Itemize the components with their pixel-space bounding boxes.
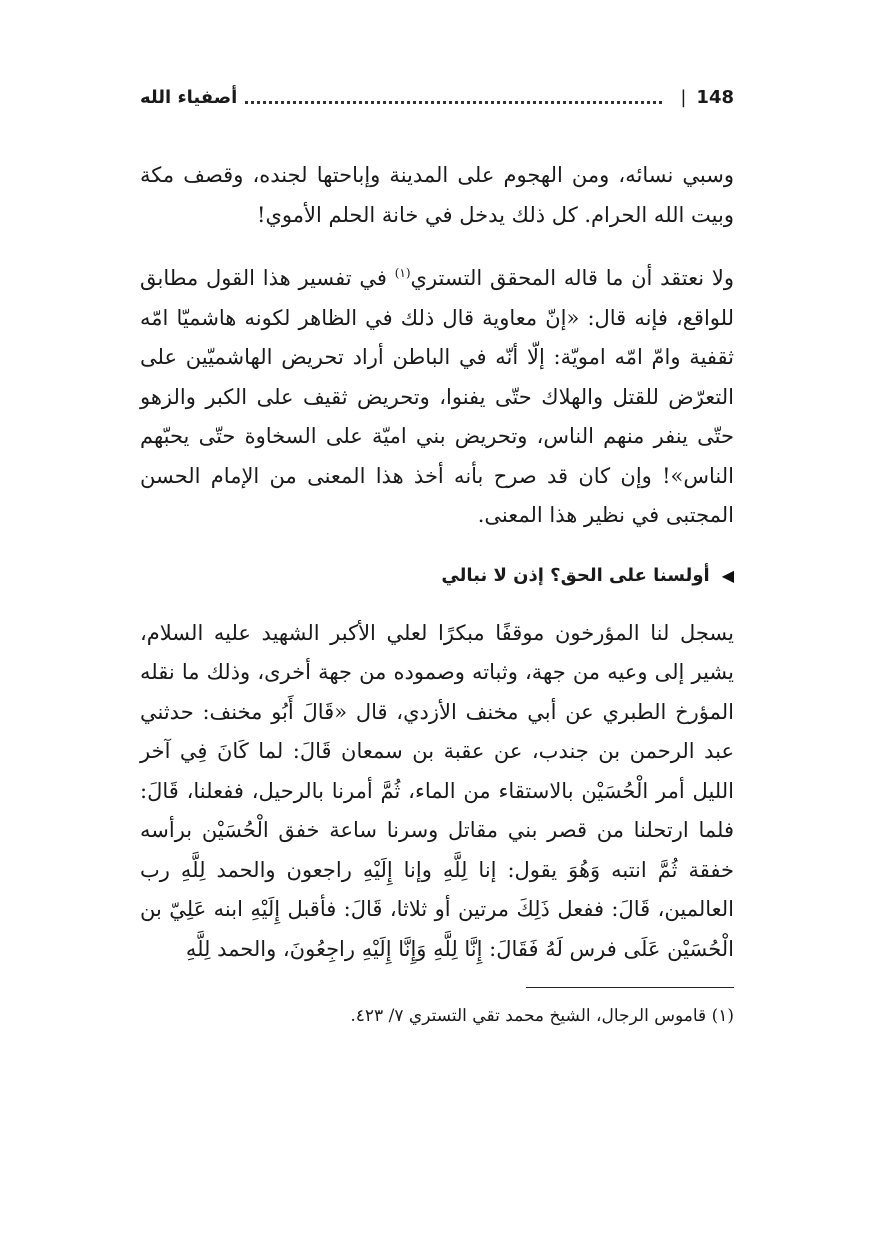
paragraph-2-rest: في تفسير هذا القول مطابق للواقع، فإنه قال: «إنّ معاوية قال ذلك في الظاهر لكونه هاشميّا امّه ثقفية وامّ امّه امويّة: إلّا أنّه في الباطن أراد تحريض الهاشميّين على التعرّض للقتل والهلاك حتّى يفنوا، وتحريض ثقيف على الكبر والزهو حتّى ينفر منهم الناس، وتحريض بني اميّة على السخاوة حتّى يحبّهم الناس»! وإن كان قد صرح بأنه أخذ هذا المعنى من الإمام الحسن المجتبى في نظير هذا المعنى. (140, 266, 734, 527)
footnote-divider (526, 987, 734, 988)
paragraph-3: يسجل لنا المؤرخون موقفًا مبكرًا لعلي الأكبر الشهيد عليه السلام، يشير إلى وعيه من جهة، وثباته وصموده من جهة أخرى، وذلك ما نقله المؤرخ الطبري عن أبي مخنف الأزدي، قال «قَالَ أَبُو مخنف: حدثني عبد الرحمن بن جندب، عن عقبة بن سمعان قَالَ: لما كَانَ فِي آخر الليل أمر الْحُسَيْن بالاستقاء من الماء، ثُمَّ أمرنا بالرحيل، ففعلنا، قَالَ: فلما ارتحلنا من قصر بني مقاتل وسرنا ساعة خفق الْحُسَيْن برأسه خفقة ثُمَّ انتبه وَهُوَ يقول: إنا لِلَّهِ وإنا إِلَيْهِ راجعون والحمد لِلَّهِ رب العالمين، قَالَ: ففعل ذَلِكَ مرتين أو ثلاثا، قَالَ: فأقبل إِلَيْهِ ابنه عَلِيّ بن الْحُسَيْن عَلَى فرس لَهُ فَقَالَ: إِنَّا لِلَّهِ وَإِنَّا إِلَيْهِ راجِعُونَ، والحمد لِلَّهِ (140, 620, 734, 961)
paragraph-2 (140, 259, 734, 536)
page-number: 148 (696, 86, 734, 108)
leader-dots (245, 99, 662, 104)
triangle-bullet-icon: ◀ (721, 566, 734, 585)
page (140, 70, 734, 1030)
paragraph-1: وسبي نسائه، ومن الهجوم على المدينة وإباحتها لجنده، وقصف مكة وبيت الله الحرام. كل ذلك يدخل في خانة الحلم الأموي! (140, 163, 734, 227)
footnote-marker[interactable]: (١) (394, 266, 411, 280)
book-title: أصفياء الله (140, 86, 238, 108)
header-separator: | (680, 86, 687, 108)
section-subheading (140, 556, 734, 596)
subheading-text: أولسنا على الحق؟ إذن لا نبالي (441, 565, 710, 586)
footnote: (١) قاموس الرجال، الشيخ محمد تقي التستري ٧/ ٤٢٣. (350, 1006, 734, 1026)
running-header (140, 72, 734, 122)
paragraph-2-start: ولا نعتقد أن ما قاله المحقق التستري (410, 266, 735, 290)
